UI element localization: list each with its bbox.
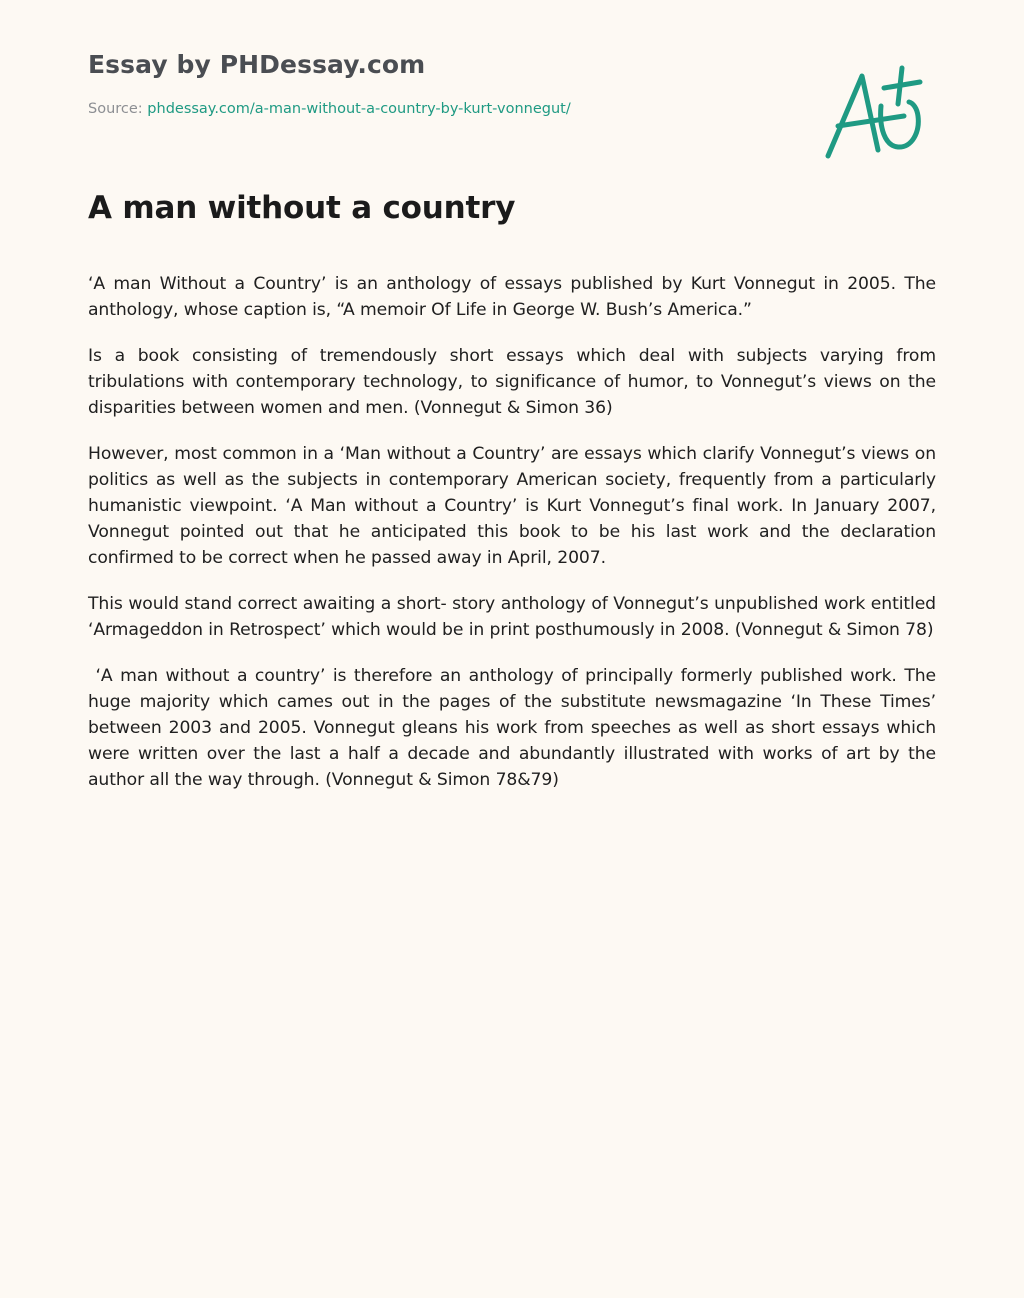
essay-paragraph: Is a book consisting of tremendously short essays which deal with subjects varying from tribulations with contemporary technology, to significance of humor, to Vonnegut’s views on the disparities between women and men. (Vonnegut & Simon 36) xyxy=(88,346,936,418)
essay-page xyxy=(88,0,936,790)
page-header xyxy=(88,0,936,160)
site-brand[interactable]: Essay by PHDessay.com xyxy=(88,50,426,79)
essay-paragraph: However, most common in a ‘Man without a Country’ are essays which clarify Vonnegut’s views on politics as well as the subjects in contemporary American society, frequently from a particularly humanistic viewpoint. ‘A Man without a Country’ is Kurt Vonnegut’s final work. In January 2007, Vonnegut pointed out that he anticipated this book to be his last work and the declaration confirmed to be correct when he passed away in April, 2007. xyxy=(88,444,936,568)
essay-paragraph: ‘A man without a country’ is therefore an anthology of principally formerly published work. The huge majority which cames out in the pages of the substitute newsmagazine ‘In These Times’ between 2003 and 2005. Vonnegut gleans his work from speeches as well as short essays which were written over the last a half a decade and abundantly illustrated with works of art by the author all the way through. (Vonnegut & Simon 78&79) xyxy=(88,666,936,790)
essay-paragraph: This would stand correct awaiting a short- story anthology of Vonnegut’s unpublished work entitled ‘Armageddon in Retrospect’ which would be in print posthumously in 2008. (Vonnegut & Simon 78) xyxy=(88,594,936,640)
essay-body xyxy=(88,271,936,813)
source-label: Source: xyxy=(88,101,143,117)
essay-paragraph: ‘A man Without a Country’ is an anthology of essays published by Kurt Vonnegut in 2005. The anthology, whose caption is, “A memoir Of Life in George W. Bush’s America.” xyxy=(88,274,936,320)
essay-title: A man without a country xyxy=(88,190,516,226)
source-link[interactable]: phdessay.com/a-man-without-a-country-by-kurt-vonnegut/ xyxy=(147,101,571,117)
a-plus-grade-icon xyxy=(824,64,928,160)
source-line xyxy=(88,101,571,117)
